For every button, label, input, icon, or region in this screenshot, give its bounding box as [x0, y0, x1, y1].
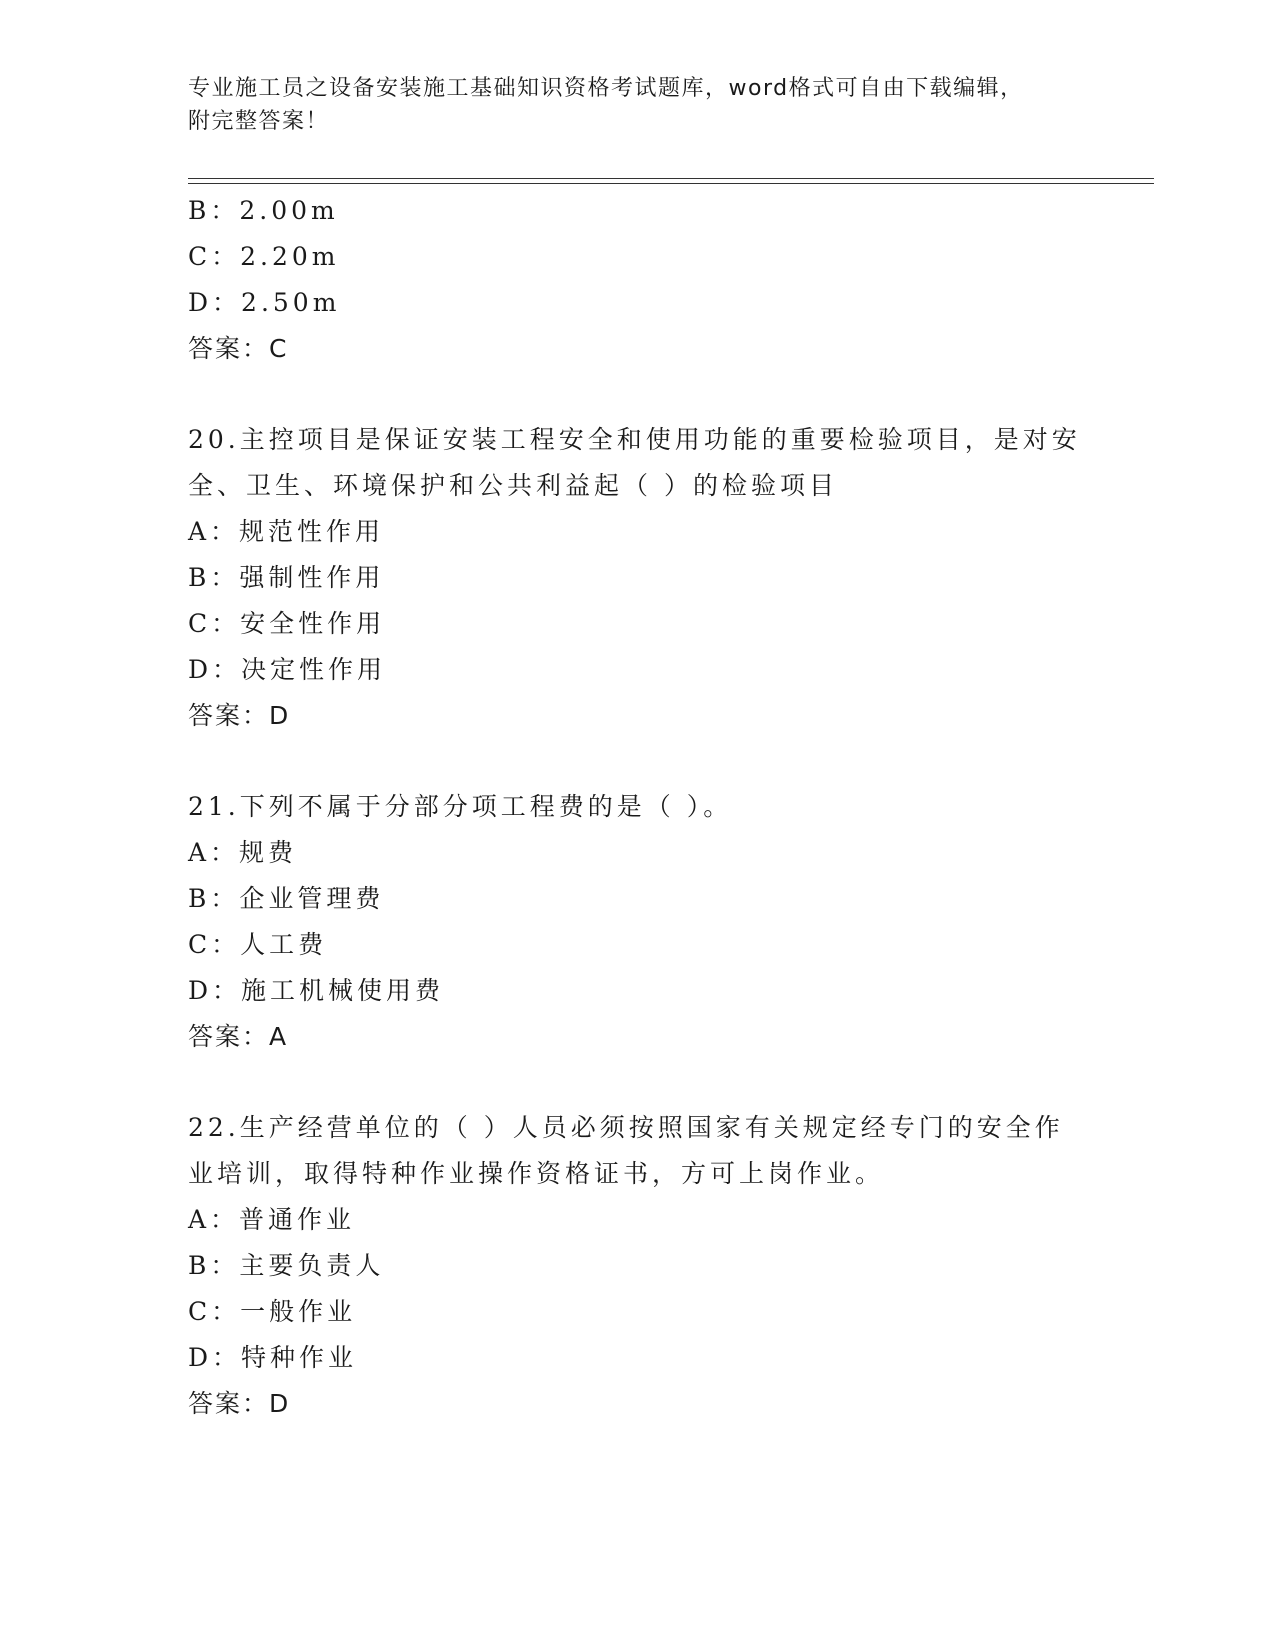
option-c: C：2.20m: [188, 242, 340, 271]
option-c: C：一般作业: [188, 1297, 357, 1326]
option-a: A：普通作业: [188, 1205, 356, 1234]
option-b: B：主要负责人: [188, 1251, 385, 1280]
question-stem: 业培训，取得特种作业操作资格证书，方可上岗作业。: [188, 1159, 885, 1188]
question-block-19: [188, 188, 1088, 372]
question-stem: 22.生产经营单位的（ ）人员必须按照国家有关规定经专门的安全作: [188, 1113, 1064, 1142]
document-header: [188, 72, 1088, 138]
option-d: D：特种作业: [188, 1343, 358, 1372]
question-stem: 全、卫生、环境保护和公共利益起（ ）的检验项目: [188, 471, 838, 500]
option-c: C：人工费: [188, 930, 328, 959]
option-b: B：2.00m: [188, 196, 339, 225]
question-content: [188, 188, 1088, 1427]
option-d: D：2.50m: [188, 288, 341, 317]
header-line-1: 专业施工员之设备安装施工基础知识资格考试题库，word格式可自由下载编辑，: [188, 76, 1024, 101]
question-stem: 21.下列不属于分部分项工程费的是（ ）。: [188, 792, 733, 821]
block-spacer: [188, 372, 1088, 417]
option-a: A：规费: [188, 838, 298, 867]
block-spacer: [188, 739, 1088, 784]
header-divider: [188, 178, 1154, 184]
answer: 答案：A: [188, 1022, 289, 1051]
answer: 答案：D: [188, 701, 291, 730]
question-block-20: [188, 417, 1088, 739]
option-b: B：企业管理费: [188, 884, 385, 913]
option-b: B：强制性作用: [188, 563, 385, 592]
answer: 答案：C: [188, 334, 289, 363]
question-block-22: [188, 1105, 1088, 1427]
option-a: A：规范性作用: [188, 517, 385, 546]
option-d: D：施工机械使用费: [188, 976, 445, 1005]
answer: 答案：D: [188, 1389, 291, 1418]
question-stem: 20.主控项目是保证安装工程安全和使用功能的重要检验项目，是对安: [188, 425, 1081, 454]
option-d: D：决定性作用: [188, 655, 387, 684]
block-spacer: [188, 1060, 1088, 1105]
header-line-2: 附完整答案！: [188, 109, 330, 134]
question-block-21: [188, 784, 1088, 1060]
option-c: C：安全性作用: [188, 609, 386, 638]
